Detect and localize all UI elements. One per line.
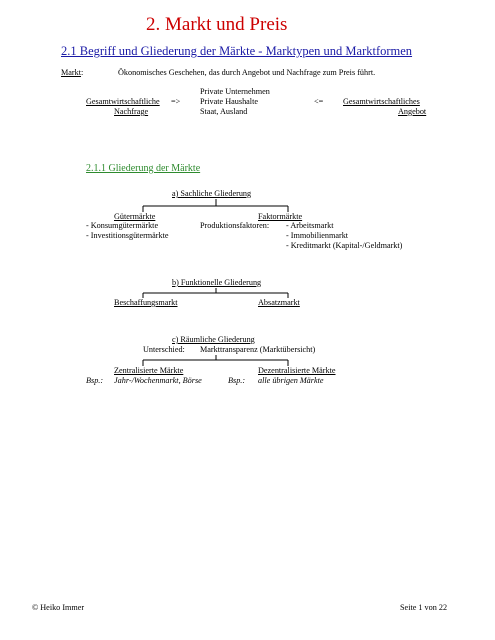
section-heading: 2.1 Begriff und Gliederung der Märkte - Marktypen und Marktformen xyxy=(61,44,413,58)
nachfrage-line2: Nachfrage xyxy=(114,107,149,116)
gueter-title: Gütermärkte xyxy=(114,212,156,221)
faktor-item-2: - Immobilienmarkt xyxy=(286,231,349,240)
subsection-heading: 2.1.1 Gliederung der Märkte xyxy=(86,163,201,174)
page-title: 2. Markt und Preis xyxy=(146,14,288,35)
criterion-value: Markttransparenz (Marktübersicht) xyxy=(200,345,316,354)
criterion-label: Unterschied: xyxy=(143,345,185,354)
markt-definition: Ökonomisches Geschehen, das durch Angebot und Nachfrage zum Preis führt. xyxy=(118,68,376,77)
absatz-label: Absatzmarkt xyxy=(258,298,300,307)
footer-author: © Heiko Immer xyxy=(32,603,85,612)
faktor-item-1: - Arbeitsmarkt xyxy=(286,221,334,230)
angebot-line1: Gesamtwirtschaftliches xyxy=(343,97,420,106)
funktional-heading: b) Funktionelle Gliederung xyxy=(172,278,262,287)
participant-3: Staat, Ausland xyxy=(200,107,248,116)
left-arrow: => xyxy=(171,97,181,106)
gueter-item-2: - Investitionsgütermärkte xyxy=(86,231,169,240)
nachfrage-line1: Gesamtwirtschaftliche xyxy=(86,97,160,106)
right-arrow: <= xyxy=(314,97,324,106)
zentral-example: Jahr-/Wochenmarkt, Börse xyxy=(114,376,202,385)
faktor-prefix: Produktionsfaktoren: xyxy=(200,221,270,230)
markt-colon: : xyxy=(81,68,84,77)
participant-1: Private Unternehmen xyxy=(200,87,270,96)
beschaffung-label: Beschaffungsmarkt xyxy=(114,298,178,307)
angebot-line2: Angebot xyxy=(398,107,427,116)
sachlich-heading: a) Sachliche Gliederung xyxy=(172,189,252,198)
dezentral-example: alle übrigen Märkte xyxy=(258,376,324,385)
raeumlich-heading: c) Räumliche Gliederung xyxy=(172,335,255,344)
dezentral-label: Dezentralisierte Märkte xyxy=(258,366,336,375)
zentral-label: Zentralisierte Märkte xyxy=(114,366,184,375)
faktor-title: Faktormärkte xyxy=(258,212,303,221)
bsp-label-right: Bsp.: xyxy=(228,376,246,385)
bsp-label-left: Bsp.: xyxy=(86,376,104,385)
gueter-item-1: - Konsumgütermärkte xyxy=(86,221,159,230)
participant-2: Private Haushalte xyxy=(200,97,258,106)
faktor-item-3: - Kreditmarkt (Kapital-/Geldmarkt) xyxy=(286,241,403,250)
markt-label: Markt xyxy=(61,68,82,77)
footer-page: Seite 1 von 22 xyxy=(400,603,448,612)
